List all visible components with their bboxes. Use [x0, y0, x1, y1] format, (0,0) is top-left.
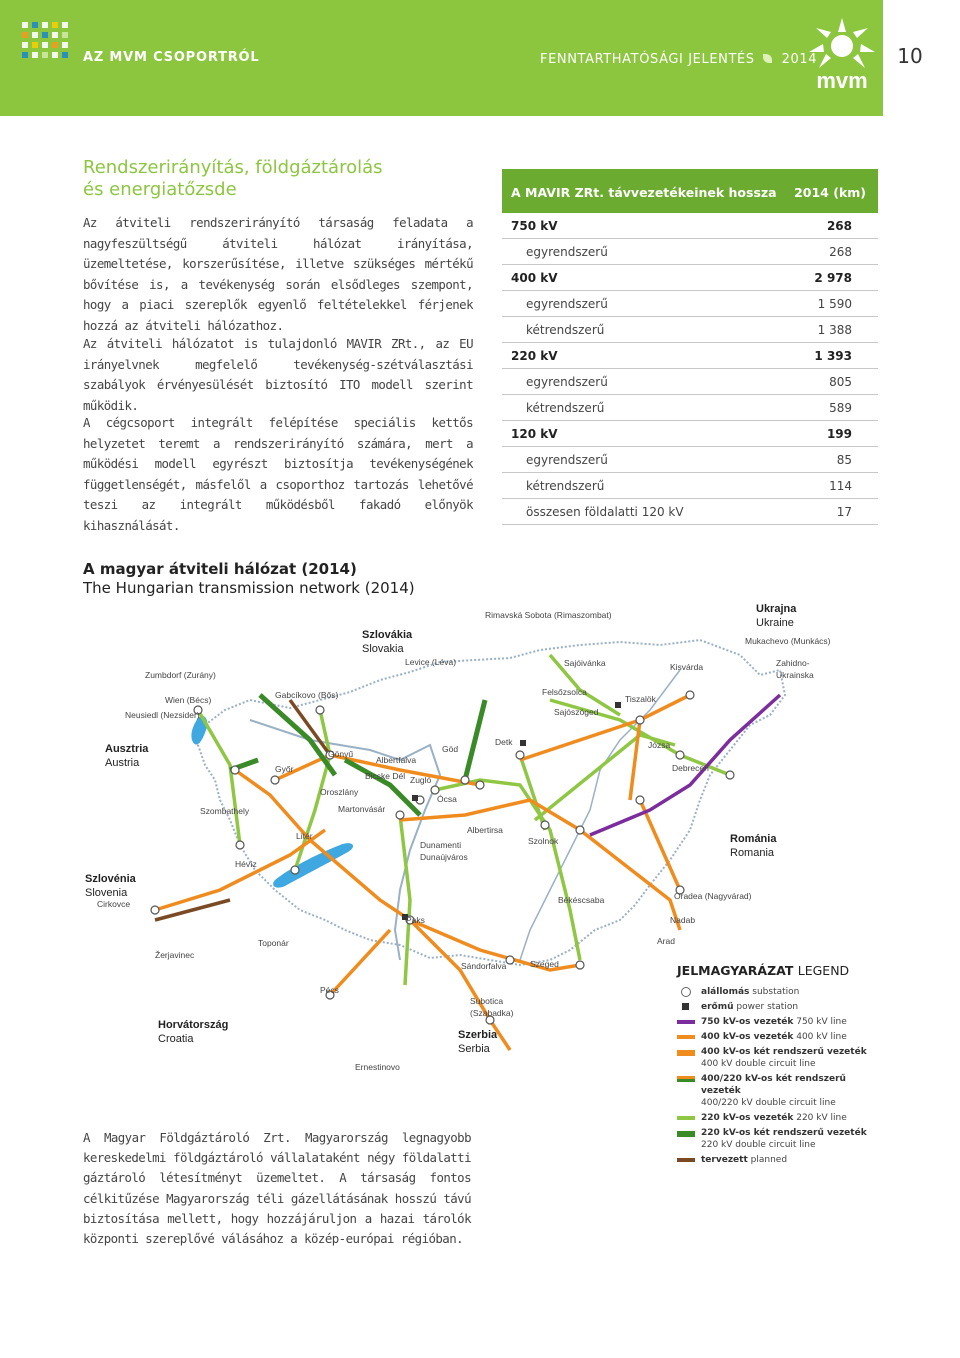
place-label: Cirkovce: [97, 899, 131, 909]
table-header-unit: 2014 (km): [794, 185, 866, 200]
country-label-en: Romania: [730, 847, 775, 859]
legend-label-en: planned: [750, 1155, 788, 1165]
legend-label-en: 750 kV line: [796, 1017, 847, 1027]
table-row: [502, 473, 878, 499]
place-label: Tiszalök: [625, 694, 656, 704]
report-year: 2014: [781, 52, 818, 67]
table-row: [502, 395, 878, 421]
line-swatch: [677, 1116, 695, 1120]
place-label: Detk: [495, 737, 513, 747]
row-label: kétrendszerű: [526, 323, 605, 337]
place-label: Győr: [275, 764, 294, 774]
row-value: 199: [826, 427, 852, 441]
legend-label-en: 220 kV double circuit line: [701, 1140, 816, 1150]
row-value: 85: [836, 453, 852, 467]
table-row: [502, 421, 878, 447]
map-legend: [677, 963, 877, 1169]
page-number: 10: [897, 44, 923, 68]
dots-grid-icon: [22, 22, 74, 74]
double-line-swatch: [677, 1049, 695, 1056]
row-label: 120 kV: [511, 427, 558, 441]
legend-label-hu: 220 kV-os két rendszerű vezeték: [701, 1128, 867, 1138]
place-label: Kisvárda: [670, 662, 704, 672]
table-row: [502, 499, 878, 525]
country-label-hu: Horvátország: [158, 1019, 229, 1031]
place-label: Szeged: [530, 959, 559, 969]
place-label: Debrecen: [672, 763, 709, 773]
legend-label-hu: 750 kV-os vezeték: [701, 1017, 794, 1027]
place-label: Göd: [442, 744, 459, 754]
place-label: Sajószöged: [554, 707, 599, 717]
country-label-hu: Szlovénia: [85, 873, 136, 885]
legend-item: [677, 1001, 877, 1013]
row-label: egyrendszerű: [526, 453, 608, 467]
table-row: [502, 213, 878, 239]
mixed-line-swatch: [677, 1076, 695, 1082]
paragraph-3: A cégcsoport integrált felépítése speciális kettős helyzetet teremt a rendszerirányító számára, mert a működési modell egyrészt biztosítja tevékenységének függetlenségét, másfelől a csoporthoz tartozás lehetővé teszi az integrált működésből fakadó előnyök kihasználását.: [83, 415, 473, 533]
row-label: kétrendszerű: [526, 479, 605, 493]
leaf-icon: [763, 54, 772, 63]
legend-label-hu: 400 kV-os vezeték: [701, 1032, 794, 1042]
place-label: Martonvásár: [338, 804, 386, 814]
place-label: Dunaújváros: [420, 852, 468, 862]
place-label: Ukrainska: [776, 670, 814, 680]
place-label: Wien (Bécs): [165, 695, 212, 705]
country-label-en: Serbia: [458, 1043, 490, 1055]
place-label: Neusiedl (Nezsider): [125, 710, 200, 720]
row-label: 750 kV: [511, 219, 558, 233]
legend-label-en: power station: [736, 1002, 799, 1012]
section-label: AZ MVM CSOPORTRÓL: [83, 50, 260, 65]
row-label: egyrendszerű: [526, 297, 608, 311]
place-label: Zumbdorf (Zurány): [145, 670, 216, 680]
logo-text: mvm: [816, 68, 868, 93]
place-label: (Szabadka): [470, 1008, 514, 1018]
place-label: Hévíz: [235, 859, 257, 869]
legend-item: [677, 1073, 877, 1109]
report-name: FENNTARTHATÓSÁGI JELENTÉS: [540, 52, 755, 67]
place-label: Gönyű: [328, 749, 354, 759]
legend-item: [677, 1031, 877, 1043]
legend-title-en: LEGEND: [797, 963, 850, 978]
country-label-en: Ukraine: [756, 617, 794, 629]
legend-item: [677, 1112, 877, 1124]
table-row: [502, 343, 878, 369]
place-label: Zugló: [410, 775, 432, 785]
power-stations: [402, 702, 621, 920]
legend-label-hu: erőmű: [701, 1002, 734, 1012]
bottom-paragraph: A Magyar Földgáztároló Zrt. Magyarország legnagyobb kereskedelmi földgáztároló vállalataként négy földalatti gáztároló létesítményt üzemeltet. A társaság fontos célkitűzése Magyarország téli gázellátásának hosszú távú biztosítása mellett, hogy hozzájáruljon a hazai tárolók központi szereplővé válásához a közép-európai régióban.: [83, 1130, 471, 1247]
place-label: Pécs: [320, 985, 339, 995]
mvm-logo-icon: [805, 16, 879, 94]
place-label: Oradea (Nagyvárad): [674, 891, 752, 901]
place-label: Bicske Dél: [365, 771, 406, 781]
title-line-2: és energiatőzsde: [83, 179, 237, 200]
row-value: 589: [829, 401, 852, 415]
country-label-en: Slovakia: [362, 643, 404, 655]
place-label: Szolnok: [528, 836, 559, 846]
legend-label-en: 400 kV double circuit line: [701, 1059, 816, 1069]
legend-item: [677, 1046, 877, 1070]
report-label: [540, 52, 817, 67]
legend-label-en: 220 kV line: [796, 1113, 847, 1123]
substation-icon: [681, 987, 691, 997]
row-label: egyrendszerű: [526, 245, 608, 259]
country-label-hu: Szlovákia: [362, 629, 413, 641]
row-label: 400 kV: [511, 271, 558, 285]
map-title: [83, 560, 415, 598]
place-label: Békéscsaba: [558, 895, 605, 905]
place-label: Dunamenti: [420, 840, 462, 850]
table-header: [502, 169, 878, 213]
header-bar: [0, 0, 960, 116]
place-label: Felsőzsolca: [542, 687, 587, 697]
line-swatch: [677, 1035, 695, 1039]
legend-label-hu: 220 kV-os vezeték: [701, 1113, 794, 1123]
country-label-hu: Ukrajna: [756, 603, 797, 615]
double-line-swatch: [677, 1130, 695, 1137]
row-value: 17: [836, 505, 852, 519]
place-label: Albertfalva: [376, 755, 417, 765]
row-label: kétrendszerű: [526, 401, 605, 415]
row-value: 2 978: [814, 271, 852, 285]
row-label: összesen földalatti 120 kV: [526, 505, 684, 519]
page-title: [83, 157, 383, 201]
place-label: Zahidno-: [776, 658, 810, 668]
legend-item: [677, 986, 877, 998]
table-row: [502, 447, 878, 473]
paragraph-1: Az átviteli rendszerirányító társaság feladata a nagyfeszültségű átviteli hálózat irányítása, üzemeltetése, korszerűsítése, illetve szükséges mértékű bővítése is, a tevékenység során elsődleges szempont, hogy a piaci szereplők egyenlő feltételekkel férjenek hozzá az átviteli hálózathoz.: [83, 215, 473, 333]
row-value: 1 388: [817, 323, 852, 337]
legend-item: [677, 1127, 877, 1151]
place-label: Arad: [657, 936, 675, 946]
line-swatch: [677, 1158, 695, 1162]
legend-label-hu: tervezett: [701, 1155, 748, 1165]
place-label: Rimavská Sobota (Rimaszombat): [485, 610, 612, 620]
table-row: [502, 317, 878, 343]
table-row: [502, 291, 878, 317]
legend-label-hu: 400/220 kV-os két rendszerű vezeték: [701, 1074, 846, 1096]
paragraph-2: Az átviteli hálózatot is tulajdonló MAVIR ZRt., az EU irányelvnek megfelelő tevékenység-szétválasztási szabályok érvényesülését biztosító ITO modell szerint működik.: [83, 336, 473, 413]
legend-items: [677, 986, 877, 1166]
row-label: 220 kV: [511, 349, 558, 363]
place-label: Oroszlány: [320, 787, 359, 797]
row-value: 1 393: [814, 349, 852, 363]
legend-item: [677, 1154, 877, 1166]
legend-label-en: 400 kV line: [796, 1032, 847, 1042]
country-label-en: Austria: [105, 757, 140, 769]
table-body: [502, 213, 878, 525]
table-header-label: A MAVIR ZRt. távvezetékeinek hossza: [511, 185, 777, 200]
place-label: Mukachevo (Munkács): [745, 636, 831, 646]
place-label: Gabcíkovo (Bős): [275, 690, 339, 700]
row-label: egyrendszerű: [526, 375, 608, 389]
row-value: 1 590: [817, 297, 852, 311]
place-label: Žerjavinec: [155, 950, 195, 960]
country-label-en: Croatia: [158, 1033, 194, 1045]
legend-label-hu: 400 kV-os két rendszerű vezeték: [701, 1047, 867, 1057]
place-label: Szombathely: [200, 806, 250, 816]
place-label: Ernestinovo: [355, 1062, 400, 1072]
power-station-icon: [682, 1003, 689, 1010]
place-label: Nadab: [670, 915, 696, 925]
country-label-en: Slovenia: [85, 887, 128, 899]
country-label-hu: Szerbia: [458, 1029, 498, 1041]
legend-label-hu: alállomás: [701, 987, 750, 997]
map-title-hu: A magyar átviteli hálózat (2014): [83, 560, 357, 578]
legend-title-hu: JELMAGYARÁZAT: [677, 963, 794, 978]
title-line-1: Rendszerirányítás, földgáztárolás: [83, 157, 383, 178]
table-row: [502, 369, 878, 395]
legend-label-en: substation: [752, 987, 800, 997]
row-value: 268: [826, 219, 852, 233]
line-length-table: [502, 169, 878, 525]
place-label: Litér: [296, 831, 313, 841]
map-title-en: The Hungarian transmission network (2014): [83, 579, 415, 597]
country-label-hu: Románia: [730, 833, 777, 845]
country-label-hu: Ausztria: [105, 743, 149, 755]
hungary-border: [198, 640, 785, 965]
table-row: [502, 239, 878, 265]
row-value: 805: [829, 375, 852, 389]
place-label: Ócsa: [437, 794, 457, 804]
place-label: Toponár: [258, 938, 289, 948]
place-label: Sajóivánka: [564, 658, 606, 668]
legend-title: [677, 963, 877, 978]
line-swatch: [677, 1020, 695, 1024]
place-label: Levice (Léva): [405, 657, 457, 667]
place-label: Sándorfalva: [461, 961, 507, 971]
place-label: Subotica: [470, 996, 504, 1006]
row-value: 114: [829, 479, 852, 493]
row-value: 268: [829, 245, 852, 259]
legend-label-en: 400/220 kV double circuit line: [701, 1098, 836, 1108]
place-label: Paks: [406, 915, 425, 925]
place-label: Albertirsa: [467, 825, 503, 835]
legend-item: [677, 1016, 877, 1028]
table-row: [502, 265, 878, 291]
place-label: Józsa: [648, 740, 671, 750]
